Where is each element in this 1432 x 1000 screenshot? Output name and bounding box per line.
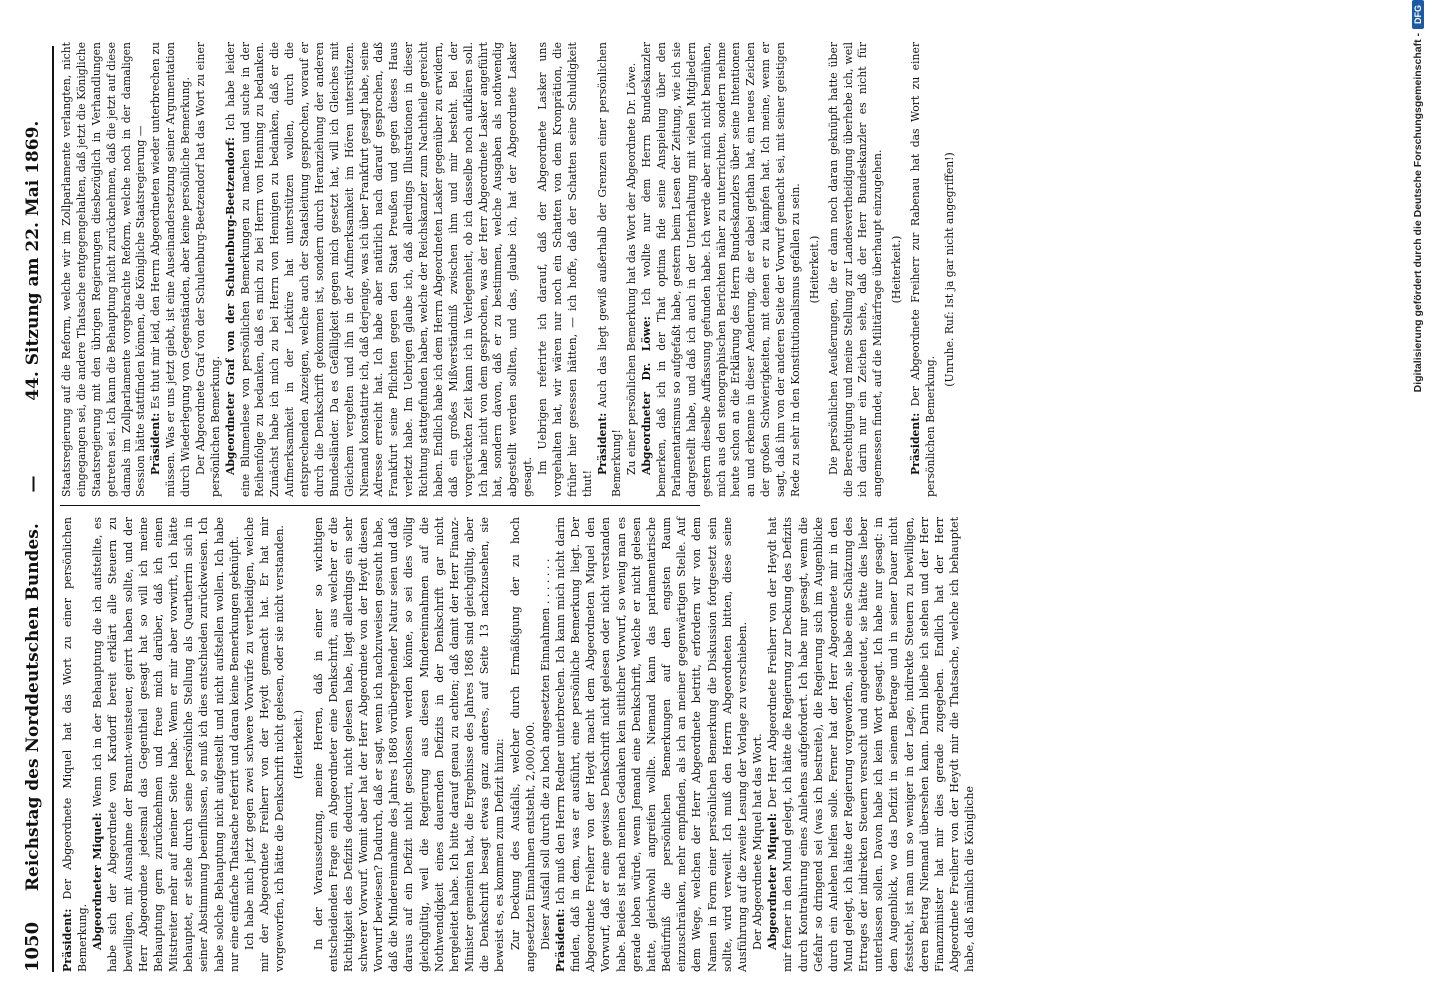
- paragraph: [508, 517, 538, 972]
- paragraph-text: Ich muß den Herrn Redner unterbrechen. Ich kann mich nicht darin finden, daß in dem, was er ausführt, eine persönliche Bemerkung liegt. Der Abgeordnete Freiherr von der Heydt macht dem Abgeordneten Miquel den Vorwurf, daß er eine gewisse Denkschrift nicht gelesen oder nicht verstanden habe. Beides ist nach meinen Gedanken kein sittlicher Vorwurf, so wenig man es gerade loben würde, wenn Jemand eine Denkschrift, welche er nicht gelesen hatte, gleichwohl angreifen wollte. Niemand kann das parlamentarische Bedürfniß die persönlichen Bemerkungen auf den engsten Raum einzuschränken, mehr empfinden, als ich an meiner gegenwärtigen Stelle. Auf dem Wege, welchen der Herr Abgeordnete betritt, erfordern wir von dem Namen in Form einer persönlichen Bemerkung die Diskussion fortgesetzt sein sollte, wird verweilt. Ich muß den Herrn Abgeordneten bitten, diese seine Ausführung auf die zweite Lesung der Vorlage zu verschieben.: [554, 516, 749, 972]
- running-title-left: Reichstag des Norddeutschen Bundes.: [23, 523, 43, 892]
- speaker-label: Abgeordneter Graf von der Schulenburg-Beetzendorf:: [223, 137, 237, 475]
- paragraph: [538, 517, 553, 972]
- right-column: [60, 42, 962, 497]
- page-header: [22, 46, 50, 972]
- column-divider: [60, 505, 700, 506]
- paragraph-text: Der Abgeordnete Freiherr zur Rabenau hat das Wort zu einer persönlichen Bemerkung.: [909, 42, 937, 497]
- paragraph: [640, 42, 804, 497]
- paragraph: [60, 517, 90, 972]
- paragraph: [827, 42, 887, 497]
- stage-direction: [291, 517, 306, 972]
- paragraph-text: Im Uebrigen referirte ich darauf, daß der Abgeordnete Lasker uns vorgehalten hat, wir wären nur noch ein Schatten von dem Kronprätion, die früher hier gesessen hätten, — ich hoffe, daß der Schatten seine Schuldigkeit thut!: [536, 42, 594, 497]
- paragraph-text: Es thut mir leid, den Herrn Abgeordneten wieder unterbrechen zu müssen. Was er uns jetzt giebt, ist eine Auseinandersetzung seiner Argumentation durch Wiederlegung von Gegenständen, aber keine persönliche Bemerkung.: [149, 42, 192, 497]
- running-title-right: 44. Sitzung am 22. Mai 1869.: [23, 120, 43, 401]
- paragraph: [536, 42, 596, 497]
- stage-direction: [808, 42, 823, 497]
- header-rule: [52, 46, 54, 972]
- header-separator: —: [23, 475, 43, 493]
- dfg-logo: DFG: [1412, 0, 1424, 29]
- paragraph: [194, 42, 224, 497]
- paragraph: [553, 517, 750, 972]
- speaker-label: Abgeordneter Dr. Löwe:: [640, 316, 654, 475]
- speaker-label: Präsident:: [595, 412, 609, 475]
- stage-direction-text: (Unruhe. Ruf: Ist ja gar nicht angegriffen!): [942, 152, 956, 387]
- speaker-label: Abgeordneter Miquel:: [91, 812, 105, 950]
- stage-direction: [943, 42, 958, 497]
- paragraph-text: Wenn ich in der Behauptung die ich aufstellte, es habe sich der Abgeordnete von Kardorff bereit erklärt alle Steuern zu bewilligen, mit Ausnahme der Brannt-weinsteuer, geirrt haben sollte, und der Herr Abgeordnete jedesmal das Gegentheil gesagt hat so will ich meine Behauptung gern zurücknehmen und freue mich darüber, daß ich einen Mitstreiter mehr auf meiner Seite habe. Wenn er mir aber vorwirft, ich hätte behauptet, er stehe durch seine persönliche Stellung als Quartherrin sich in seiner Abstimmung beeinflussen, so muß ich dies entschieden zurückweisen. Ich habe solche Behauptung nicht aufgestellt und nicht aufstellen wollen. Ich habe nur eine einfache Thatsache referirt und daran keine Bemerkungen geknüpft.: [91, 516, 241, 972]
- digitization-text: Digitalisierung gefördert durch die Deutsche Forschungsgemeinschaft -: [1412, 33, 1424, 393]
- paragraph: [750, 517, 765, 972]
- paragraph: [765, 517, 977, 972]
- paragraph-text: Der Abgeordnete Miquel hat das Wort.: [751, 733, 765, 950]
- paragraph-text: Ich habe leider eine Blumenlese von persönlichen Bemerkungen zu machen und suche in der Reihenfolge zu bedanken, daß es mich zu bei Herrn von Henning zu bedanken. Zunächst habe ich mich zu bei Herrn von Hennigen zu bedanken, daß er die Aufmerksamkeit in der Lektüre hat unterstützen wollen, durch die entsprechenden Anzeigen, welche auch der Staatsleitung gesprochen, worauf er durch die Denkschrift gekommen ist, sondern durch Heranziehung der anderen Bundesländer. Da es Gefälligkeit gegen mich gesetzt hat, will ich Gleiches mit Gleichem vergelten und ihn in der Aufmerksamkeit im Hören unterstützen. Niemand konstatirte ich, daß derjenige, was ich über Frankfurt gesagt habe, seine Adresse erreicht hat. Ich habe aber natürlich nach darauf gesprochen, daß Frankfurt seine Pflichten gegen den Staat Preußen und gegen dieses Haus verletzt habe. Im Uebrigen glaube ich, daß allerdings Illustrationen in dieser Richtung stattgefunden haben, welche der Reichskanzler zum Nachtheile gereicht haben. Endlich habe ich dem Herrn Abgeordneten Lasker gegenüber zu erwidern, daß ein großes Mißverständniß zwischen ihm und mir besteht. Bei der vorgerückten Zeit kann ich in Verlegenheit, ob ich dasselbe noch aufklären soll. Ich habe nicht von dem gesprochen, was der Herr Abgeordnete Lasker angeführt hat, sondern davon, daß er zu bestimmen, welche Ausgaben als nothwendig abgestellt werden sollten, und das, glaube ich, hat der Abgeordnete Lasker gesagt.: [223, 42, 535, 497]
- stage-direction-text: (Heiterkeit.): [890, 235, 904, 304]
- stage-direction-text: (Heiterkeit.): [292, 710, 306, 780]
- paragraph-text: Staatsregierung auf die Reform, welche wir im Zollparlamente verlangten, nicht eingegangen sei, die andere Thatsache entgegengehalten, daß jetzt die Königliche Staatsregierung mit den übrigen Regierungen diesbezüglich in Verhandlungen getreten sei. Ich kann die Behauptung nicht zurücknehmen, daß die jetzt auf diese damals im Zollparlamente vorgebrachte Reform, welche noch in der damaligen Session hätte stattfinden können, die Königliche Staatsregierung —: [60, 42, 148, 497]
- paragraph: [224, 42, 536, 497]
- paragraph: [242, 517, 287, 972]
- paragraph-text: Zur Deckung des Ausfalls, welcher durch Ermäßigung der zu hoch angesetzten Einnahmen entsteht, 2,000,000.: [508, 517, 537, 972]
- paragraph-text: Ich wollte nur dem Herrn Bundeskanzler bemerken, daß ich in der That optima fide seine Anspielung über den Parlamentarismus so aufgefaßt habe, gestern beim Lesen der Zeitung, wie ich sie dargestellt habe, und daß ich auch in der Unterhaltung mit vielen Mitgliedern gestern dieselbe Auffassung gefunden habe. Ich werde aber mich nicht bemühen, mich aus den stenographischen Berichten näher zu unterrichten, sondern nehme heute schon an die Erklärung des Herrn Bundeskanzlers über seine Intentionen an und erkenne in dieser Aenderung, die er dabei gethan hat, ein neues Zeichen der großen Schwierigkeiten, mit denen er zu kämpfen hat. Ich meine, wenn er sagt, daß ihm von der anderen Seite der Vorwurf gemacht sei, mit seiner geistigen Rede zu sehr in den Konstitutionalismus gefallen zu sein.: [640, 41, 802, 497]
- paragraph-text: Der Abgeordnete Graf von der Schulenburg-Beetzendorf hat das Wort zu einer persönlichen Bemerkung.: [193, 42, 222, 497]
- paragraph-text: Auch das liegt gewiß außerhalb der Grenzen einer persönlichen Bemerkung!: [595, 42, 624, 497]
- speaker-label: Präsident:: [909, 412, 922, 475]
- paragraph-text: Der Herr Abgeordnete Freiherr von der Heydt hat mir ferner in den Mund gelegt, ich hätte die Regierung zur Deckung des Defizits durch Kontrahirung eines Anlehens aufgefordert. Ich habe nur gesagt, wenn die Gefahr so dringend sei (was ich bestreite), die Regierung sich im Augenblicke durch ein Anlehen helfen solle. Ferner hat der Herr Abgeordnete mir in den Mund gelegt, ich hätte der Regierung vorgeworfen, sie habe eine Schätzung des Ertrages der indirekten Steuern versucht und angedeutet, sie hätte dies lieber unterlassen sollen. Davon habe ich kein Wort gesagt. Ich habe nur gesagt: in dem Augenblick, wo das Defizit in seinem Betrage und in seiner Dauer nicht feststeht, ist man um so weniger in der Lage, indirekte Steuern zu bewilligen, deren Betrag Niemand übersehen kann. Darin bleibe ich stehen und der Herr Finanzminister hat mir dies gerade zugegeben. Endlich hat der Herr Abgeordnete Freiherr von der Heydt mir die Thatsache, welche ich behauptet habe, daß nämlich die Königliche: [766, 517, 977, 972]
- paragraph-text: Ich habe mich jetzt gegen zwei schwere Vorwürfe zu vertheidigen, welche mir der Abgeordnete Freiherr von der Heydt gemacht hat. Er hat mir vorgeworfen, ich hätte die Denkschrift nicht gelesen, oder sie nicht verstanden.: [242, 517, 287, 972]
- paragraph: [60, 42, 149, 497]
- speaker-label: Präsident:: [149, 412, 163, 475]
- left-column: [60, 517, 977, 972]
- digitization-notice: [1408, 0, 1428, 1000]
- paragraph: [311, 517, 508, 972]
- paragraph: [909, 42, 939, 497]
- paragraph-text: Zu einer persönlichen Bemerkung hat das Wort der Abgeordnete Dr. Löwe.: [625, 62, 639, 475]
- stage-direction-text: (Heiterkeit.): [807, 235, 821, 304]
- paragraph-text: Der Abgeordnete Miquel hat das Wort zu einer persönlichen Bemerkung.: [61, 517, 90, 972]
- page-number: 1050: [22, 921, 43, 972]
- stage-direction: [890, 42, 905, 497]
- speaker-label: Präsident:: [61, 908, 74, 972]
- paragraph-text: Dieser Ausfall soll durch die zu hoch angesetzten Einnahmen . . . . . . .: [538, 558, 552, 950]
- speaker-label: Abgeordneter Miquel:: [766, 812, 780, 950]
- speaker-label: Präsident:: [554, 908, 567, 972]
- paragraph-text: Die persönlichen Aeußerungen, die er dann noch daran geknüpft hatte über die Berechtigung und meine Stellung zur Landesvertheidigung überhebe ich, weil ich darin nur ein Zeichen sehe, daß der Herr Bundeskanzler es nicht für angemessen findet, auf die Militärfrage überhaupt einzugehen.: [826, 42, 885, 497]
- paragraph: [596, 42, 626, 497]
- paragraph: [90, 517, 242, 972]
- paragraph-text: In der Voraussetzung, meine Herren, daß in einer so wichtigen entscheidenden Frage ein Abgeordneter eine Denkschrift, aus welcher er die Richtigkeit des Defizits deducirt, nicht gelesen habe, liegt allerdings ein sehr schwerer Vorwurf. Womit aber hat der Herr Abgeordnete von der Heydt diesen Vorwurf bewiesen? Dadurch, daß er sagt, wenn ich nachzuweisen gesucht habe, daß die Mindereinnahme des Jahres 1868 vorübergehender Natur seien und daß daraus auf ein Defizit nicht geschlossen werden könne, so sei dies völlig gleichgültig, weil die Regierung aus diesen Mindereinnahmen auf die Nothwendigkeit eines dauernden Defizits in der Denkschrift gar nicht hergeleitet habe. Ich bitte darauf genau zu achten; daß damit der Herr Finanz-Minister gemeinten hat, die Ergebnisse des Jahres 1868 sind gleichgültig, aber die Denkschrift besagt etwas ganz anderes, auf Seite 13 nachzusehen, sie beweist es, es kommen zum Defizit hinzu:: [311, 517, 507, 972]
- paragraph: [149, 42, 194, 497]
- paragraph: [625, 42, 640, 497]
